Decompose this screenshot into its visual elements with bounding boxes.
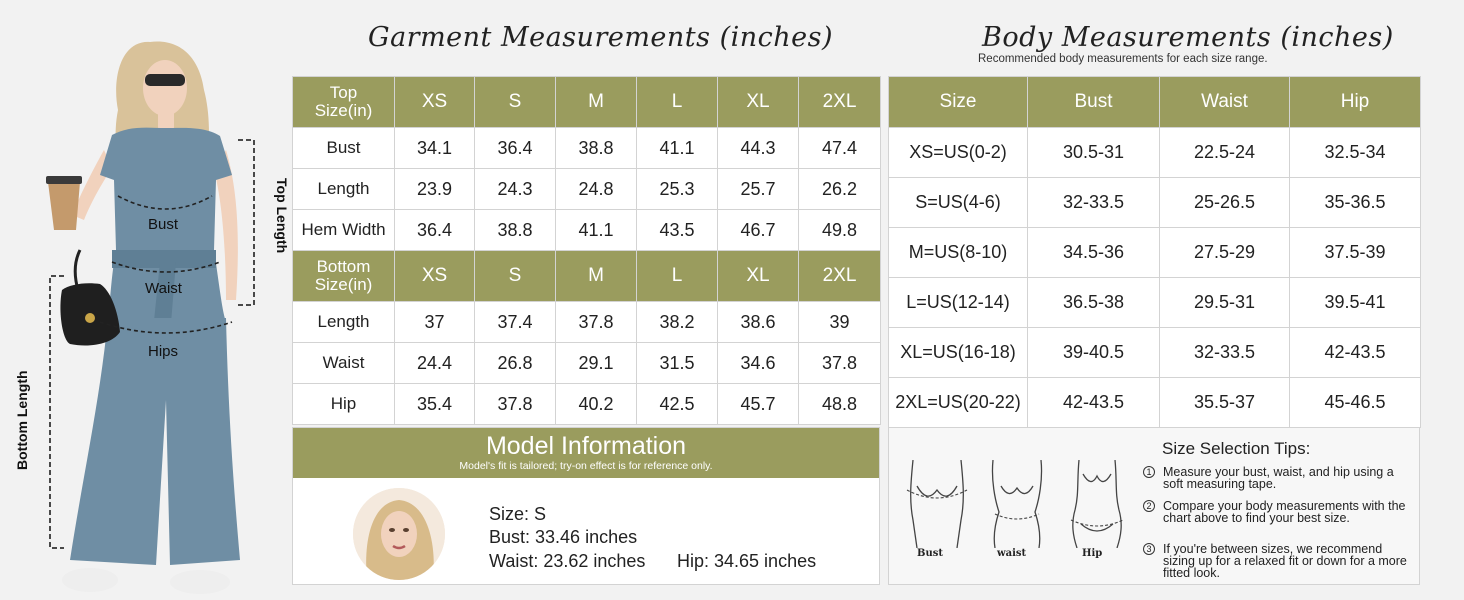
table-cell: 34.6	[718, 343, 799, 384]
table-row	[293, 169, 881, 210]
row-label: Length	[293, 302, 395, 343]
table-cell: 41.1	[637, 128, 718, 169]
bottom-length-label: Bottom Length	[14, 370, 30, 470]
table-cell: 35.4	[395, 384, 475, 425]
size-label: XS=US(0-2)	[889, 128, 1028, 178]
table-cell: 38.6	[718, 302, 799, 343]
size-header-row	[293, 77, 881, 128]
column-header: Hip	[1290, 77, 1421, 128]
table-row	[889, 128, 1421, 178]
bust-label: Bust	[148, 216, 179, 233]
model-bust: Bust: 33.46 inches	[489, 527, 638, 547]
table-cell: 25.3	[637, 169, 718, 210]
table-cell: 32-33.5	[1160, 328, 1290, 378]
table-cell: 25-26.5	[1160, 178, 1290, 228]
table-cell: 32.5-34	[1290, 128, 1421, 178]
table-cell: 26.8	[475, 343, 556, 384]
table-cell: 24.8	[556, 169, 637, 210]
size-column-header: L	[637, 251, 718, 302]
column-header: Bust	[1028, 77, 1160, 128]
table-cell: 36.4	[475, 128, 556, 169]
hip-measure-sketch	[1061, 460, 1133, 548]
size-column-header: S	[475, 77, 556, 128]
table-cell: 39	[799, 302, 881, 343]
table-cell: 45.7	[718, 384, 799, 425]
table-cell: 35.5-37	[1160, 378, 1290, 428]
tips-title: Size Selection Tips:	[1162, 439, 1311, 458]
hip-sketch-label: Hip	[1082, 548, 1103, 559]
table-cell: 22.5-24	[1160, 128, 1290, 178]
table-row	[293, 343, 881, 384]
size-column-header: XL	[718, 77, 799, 128]
table-cell: 37.8	[475, 384, 556, 425]
tip-item	[1143, 500, 1415, 524]
table-row	[889, 178, 1421, 228]
table-cell: 23.9	[395, 169, 475, 210]
row-label: Bust	[293, 128, 395, 169]
model-figure	[0, 0, 290, 600]
table-row	[889, 328, 1421, 378]
row-label: Hem Width	[293, 210, 395, 251]
size-column-header: 2XL	[799, 77, 881, 128]
table-cell: 38.2	[637, 302, 718, 343]
table-cell: 42.5	[637, 384, 718, 425]
size-label: M=US(8-10)	[889, 228, 1028, 278]
table-cell: 37.5-39	[1290, 228, 1421, 278]
table-cell: 49.8	[799, 210, 881, 251]
model-hip: Hip: 34.65 inches	[677, 551, 817, 571]
table-cell: 37.4	[475, 302, 556, 343]
table-cell: 39.5-41	[1290, 278, 1421, 328]
model-waist: Waist: 23.62 inches	[489, 551, 646, 571]
size-tips-panel	[888, 427, 1420, 585]
size-label: XL=US(16-18)	[889, 328, 1028, 378]
waist-label: Waist	[145, 280, 182, 297]
table-cell: 36.4	[395, 210, 475, 251]
size-header-label: Bottom Size(in)	[293, 251, 395, 302]
hips-label: Hips	[148, 343, 179, 360]
table-row	[293, 210, 881, 251]
row-label: Length	[293, 169, 395, 210]
tip-text: Measure your bust, waist, and hip using a soft measuring tape.	[1163, 465, 1394, 491]
tip-text: Compare your body measurements with the chart above to find your best size.	[1163, 499, 1406, 525]
table-cell: 36.5-38	[1028, 278, 1160, 328]
tip-number: 3	[1143, 543, 1155, 555]
table-cell: 30.5-31	[1028, 128, 1160, 178]
bust-sketch-label: Bust	[917, 548, 943, 559]
size-header-row	[293, 251, 881, 302]
table-cell: 25.7	[718, 169, 799, 210]
table-cell: 34.1	[395, 128, 475, 169]
row-label: Waist	[293, 343, 395, 384]
table-cell: 34.5-36	[1028, 228, 1160, 278]
table-cell: 44.3	[718, 128, 799, 169]
table-cell: 45-46.5	[1290, 378, 1421, 428]
table-cell: 32-33.5	[1028, 178, 1160, 228]
table-cell: 24.3	[475, 169, 556, 210]
bust-measure-sketch	[901, 460, 973, 548]
model-avatar	[353, 488, 445, 580]
size-column-header: XS	[395, 77, 475, 128]
garment-heading: Garment Measurements (inches)	[368, 22, 834, 53]
size-column-header: L	[637, 77, 718, 128]
table-row	[889, 228, 1421, 278]
table-cell: 48.8	[799, 384, 881, 425]
table-cell: 46.7	[718, 210, 799, 251]
garment-measurements-table	[292, 76, 881, 425]
tip-number: 1	[1143, 466, 1155, 478]
table-cell: 26.2	[799, 169, 881, 210]
table-cell: 29.1	[556, 343, 637, 384]
table-cell: 35-36.5	[1290, 178, 1421, 228]
table-row	[889, 378, 1421, 428]
size-column-header: M	[556, 251, 637, 302]
tip-text: If you're between sizes, we recommend sizing up for a relaxed fit or down for a more fitted look.	[1163, 542, 1407, 580]
tip-item	[1143, 466, 1415, 490]
tip-item	[1143, 543, 1415, 579]
table-cell: 24.4	[395, 343, 475, 384]
table-cell: 47.4	[799, 128, 881, 169]
table-row	[293, 128, 881, 169]
size-header-label: Top Size(in)	[293, 77, 395, 128]
size-label: L=US(12-14)	[889, 278, 1028, 328]
table-cell: 37.8	[799, 343, 881, 384]
size-column-header: M	[556, 77, 637, 128]
top-length-label: Top Length	[274, 178, 290, 254]
table-cell: 37.8	[556, 302, 637, 343]
table-row	[293, 384, 881, 425]
table-cell: 40.2	[556, 384, 637, 425]
model-size: Size: S	[489, 504, 547, 524]
table-cell: 42-43.5	[1290, 328, 1421, 378]
table-cell: 31.5	[637, 343, 718, 384]
body-heading: Body Measurements (inches)	[982, 22, 1394, 53]
table-cell: 41.1	[556, 210, 637, 251]
size-label: S=US(4-6)	[889, 178, 1028, 228]
column-header: Size	[889, 77, 1028, 128]
table-cell: 43.5	[637, 210, 718, 251]
waist-sketch-label: waist	[997, 548, 1027, 559]
model-illustration	[0, 0, 290, 600]
table-cell: 37	[395, 302, 475, 343]
table-cell: 39-40.5	[1028, 328, 1160, 378]
table-row	[293, 302, 881, 343]
body-header-row	[889, 77, 1421, 128]
size-column-header: S	[475, 251, 556, 302]
table-cell: 38.8	[475, 210, 556, 251]
table-cell: 42-43.5	[1028, 378, 1160, 428]
body-subheading: Recommended body measurements for each size range.	[978, 53, 1268, 65]
column-header: Waist	[1160, 77, 1290, 128]
model-information-panel	[292, 427, 880, 585]
table-cell: 27.5-29	[1160, 228, 1290, 278]
size-label: 2XL=US(20-22)	[889, 378, 1028, 428]
model-information-title: Model Information	[485, 432, 687, 460]
table-cell: 29.5-31	[1160, 278, 1290, 328]
body-measurements-table	[888, 76, 1421, 428]
tip-number: 2	[1143, 500, 1155, 512]
row-label: Hip	[293, 384, 395, 425]
size-column-header: XS	[395, 251, 475, 302]
size-column-header: 2XL	[799, 251, 881, 302]
size-column-header: XL	[718, 251, 799, 302]
table-row	[889, 278, 1421, 328]
model-information-header	[293, 428, 879, 478]
table-cell: 38.8	[556, 128, 637, 169]
model-information-note: Model's fit is tailored; try-on effect is for reference only.	[459, 460, 713, 472]
waist-measure-sketch	[981, 460, 1053, 548]
